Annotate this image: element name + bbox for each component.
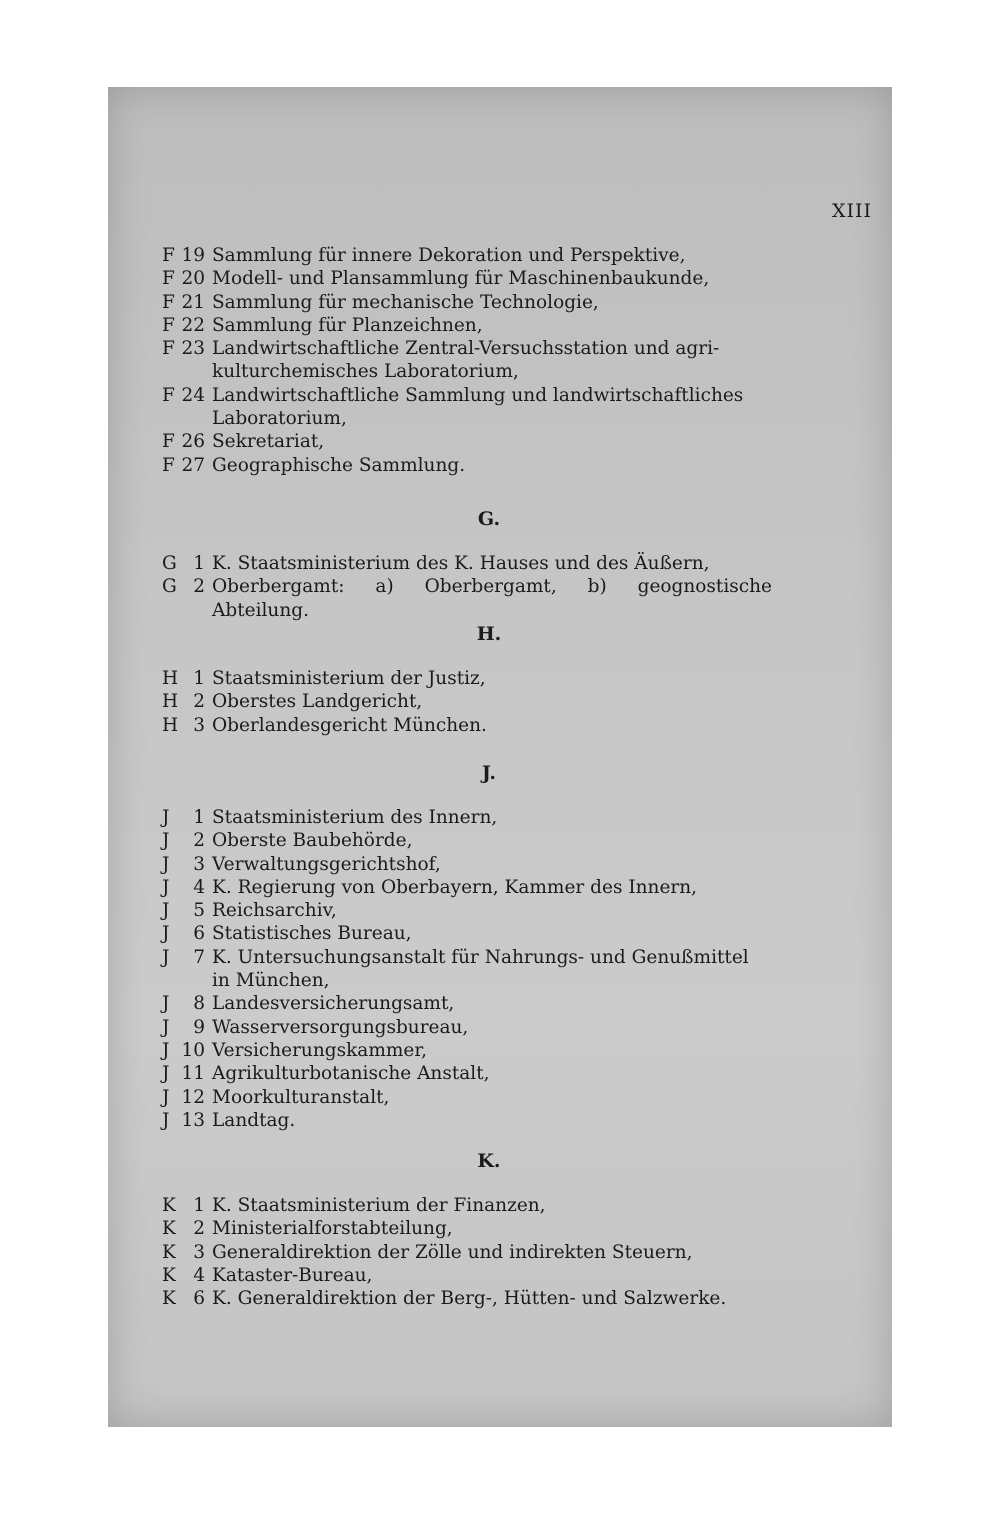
entry-text	[212, 1264, 772, 1287]
entry-text	[212, 454, 772, 477]
entry-number: 21	[181, 291, 205, 313]
index-entry	[162, 1086, 772, 1109]
index-entry	[162, 1109, 772, 1132]
entry-text-line: Landesversicherungsamt,	[212, 993, 455, 1015]
entry-text-line: Geographische Sammlung.	[212, 454, 466, 476]
entry-text	[212, 806, 772, 829]
entry-number: 9	[193, 1016, 205, 1038]
entry-text	[212, 244, 772, 267]
entry-text-continuation: kulturchemisches Laboratorium,	[212, 361, 519, 383]
entry-text	[212, 829, 772, 852]
entry-letter: J	[162, 807, 170, 828]
index-entry	[162, 853, 772, 876]
entry-letter: K	[162, 1218, 176, 1240]
entry-letter: J	[162, 1086, 170, 1108]
entry-number: 23	[181, 338, 205, 360]
index-entry	[162, 829, 772, 852]
index-entry	[162, 1062, 772, 1085]
entry-number: 24	[181, 384, 205, 406]
entry-letter: J	[162, 1016, 170, 1038]
entry-number: 10	[181, 1039, 205, 1061]
entry-number: 4	[193, 876, 205, 898]
entry-number: 6	[193, 923, 205, 945]
entry-text-line: Landwirtschaftliche Zentral-Versuchsstation und agri-	[212, 338, 720, 360]
entry-number: 8	[193, 993, 205, 1015]
entry-text-line: K. Generaldirektion der Berg-, Hütten- und Salzwerke.	[212, 1288, 727, 1310]
entry-letter: J	[162, 1039, 170, 1061]
entry-text-line: Versicherungskammer,	[212, 1039, 428, 1061]
entry-letter: J	[162, 900, 170, 922]
entry-text-line: Moorkulturanstalt,	[212, 1086, 390, 1108]
index-entry	[162, 1039, 772, 1062]
index-entry	[162, 690, 772, 713]
entry-letter: G	[162, 553, 177, 574]
entry-text	[212, 1062, 772, 1085]
entry-text-line: Wasserversorgungsbureau,	[212, 1016, 469, 1038]
entry-text	[212, 922, 772, 945]
entry-text	[212, 690, 772, 713]
entry-text	[212, 1016, 772, 1039]
entry-text	[212, 853, 772, 876]
entry-text-line: Generaldirektion der Zölle und indirekten Steuern,	[212, 1241, 693, 1263]
entry-text-line: Staatsministerium des Innern,	[212, 807, 498, 828]
index-entry	[162, 667, 772, 690]
entry-letter: H	[162, 668, 179, 689]
page-number: XIII	[831, 200, 872, 222]
entry-letter: F	[162, 268, 175, 290]
index-entry	[162, 291, 772, 314]
entry-letter: H	[162, 714, 179, 736]
index-entry	[162, 1194, 772, 1217]
entry-number: 27	[181, 454, 205, 476]
entry-text	[212, 267, 772, 290]
entry-text-continuation: Laboratorium,	[212, 408, 347, 430]
entry-number: 1	[193, 1195, 205, 1216]
entry-letter: G	[162, 576, 177, 598]
entry-number: 12	[181, 1086, 205, 1108]
entry-text	[212, 430, 772, 453]
entry-letter: F	[162, 245, 175, 266]
entry-text-line: Oberstes Landgericht,	[212, 691, 423, 713]
entry-text	[212, 876, 772, 899]
entry-number: 2	[193, 830, 205, 852]
index-entry	[162, 430, 772, 453]
entry-number: 7	[193, 946, 205, 968]
entry-number: 4	[193, 1264, 205, 1286]
entry-letter: J	[162, 1109, 170, 1131]
entry-text-line: Sammlung für innere Dekoration und Perspektive,	[212, 245, 686, 266]
entry-text	[212, 552, 772, 575]
entry-letter: K	[162, 1264, 176, 1286]
index-entry	[162, 992, 772, 1015]
entry-text	[212, 575, 772, 622]
index-entry	[162, 1016, 772, 1039]
entry-text-line: K. Staatsministerium der Finanzen,	[212, 1195, 546, 1216]
entry-letter: J	[162, 993, 170, 1015]
entry-letter: F	[162, 338, 175, 360]
entry-text-line: K. Regierung von Oberbayern, Kammer des Innern,	[212, 876, 698, 898]
entry-text	[212, 946, 772, 993]
entry-text	[212, 899, 772, 922]
entry-letter: K	[162, 1288, 176, 1310]
entry-text-continuation: in München,	[212, 970, 330, 992]
entry-text-line: Reichsarchiv,	[212, 900, 337, 922]
index-entry	[162, 337, 772, 384]
index-entry	[162, 1264, 772, 1287]
entry-text	[212, 992, 772, 1015]
entry-letter: J	[162, 830, 170, 852]
index-entry	[162, 806, 772, 829]
entry-text	[212, 714, 772, 737]
entry-text	[212, 1194, 772, 1217]
entry-number: 13	[181, 1109, 205, 1131]
entry-text	[212, 667, 772, 690]
entry-letter: J	[162, 946, 170, 968]
entry-letter: J	[162, 923, 170, 945]
index-entry	[162, 267, 772, 290]
entry-text	[212, 1287, 772, 1310]
index-entry	[162, 575, 772, 622]
entry-number: 2	[193, 1218, 205, 1240]
entry-number: 3	[193, 714, 205, 736]
entry-text-line: Staatsministerium der Justiz,	[212, 668, 486, 689]
entry-number: 6	[193, 1288, 205, 1310]
entry-text-line: Sekretariat,	[212, 431, 325, 453]
entry-number: 5	[193, 900, 205, 922]
entry-number: 3	[193, 853, 205, 875]
entry-letter: F	[162, 384, 175, 406]
entry-letter: K	[162, 1241, 176, 1263]
section-k	[162, 1150, 772, 1310]
entry-text	[212, 314, 772, 337]
entry-text	[212, 1109, 772, 1132]
section-heading: K.	[477, 1150, 501, 1172]
entry-text-line: Oberste Baubehörde,	[212, 830, 413, 852]
section-h	[162, 623, 772, 737]
entry-text-line: Oberbergamt: a) Oberbergamt, b) geognostische Abteilung.	[212, 576, 772, 621]
entry-text	[212, 1039, 772, 1062]
entry-text-line: Verwaltungsgerichtshof,	[212, 853, 441, 875]
entry-number: 3	[193, 1241, 205, 1263]
index-entry	[162, 1287, 772, 1310]
entry-number: 1	[193, 553, 205, 574]
entry-letter: H	[162, 691, 179, 713]
section-j	[162, 762, 772, 1132]
index-entry	[162, 922, 772, 945]
entry-text	[212, 1217, 772, 1240]
entry-number: 26	[181, 431, 205, 453]
entry-number: 22	[181, 314, 205, 336]
entry-letter: J	[162, 853, 170, 875]
entry-number: 2	[193, 576, 205, 598]
entry-number: 1	[193, 807, 205, 828]
entry-text-line: Sammlung für mechanische Technologie,	[212, 291, 599, 313]
entry-text-line: Oberlandesgericht München.	[212, 714, 487, 736]
index-entry	[162, 314, 772, 337]
entry-text	[212, 1241, 772, 1264]
entry-number: 19	[181, 245, 205, 266]
index-entry	[162, 1241, 772, 1264]
entry-text	[212, 291, 772, 314]
index-entry	[162, 454, 772, 477]
entry-letter: J	[162, 876, 170, 898]
entry-text	[212, 337, 772, 384]
entry-text-line: Ministerialforstabteilung,	[212, 1218, 453, 1240]
entry-text-line: Modell- und Plansammlung für Maschinenbaukunde,	[212, 268, 710, 290]
entry-letter: F	[162, 314, 175, 336]
section-heading: H.	[476, 623, 502, 645]
entry-number: 20	[181, 268, 205, 290]
entry-text-line: Agrikulturbotanische Anstalt,	[212, 1063, 490, 1085]
index-entry	[162, 946, 772, 993]
entry-number: 1	[193, 668, 205, 689]
section-heading: G.	[477, 508, 501, 530]
entry-text-line: Statistisches Bureau,	[212, 923, 412, 945]
entry-text-line: Landtag.	[212, 1109, 296, 1131]
entry-letter: F	[162, 431, 175, 453]
entry-number: 11	[181, 1063, 205, 1085]
index-entry	[162, 1217, 772, 1240]
entry-text	[212, 384, 772, 431]
entry-text-line: Kataster-Bureau,	[212, 1264, 373, 1286]
entry-text-line: Landwirtschaftliche Sammlung und landwirtschaftliches	[212, 384, 744, 406]
index-entry	[162, 384, 772, 431]
index-entry	[162, 899, 772, 922]
entry-text-line: K. Staatsministerium des K. Hauses und des Äußern,	[212, 553, 710, 574]
entry-letter: F	[162, 454, 175, 476]
index-entry	[162, 244, 772, 267]
index-entry	[162, 552, 772, 575]
entry-text-line: Sammlung für Planzeichnen,	[212, 314, 483, 336]
entry-text-line: K. Untersuchungsanstalt für Nahrungs- und Genußmittel	[212, 946, 749, 968]
section-heading: J.	[481, 762, 497, 784]
entry-text	[212, 1086, 772, 1109]
index-entry	[162, 714, 772, 737]
entry-letter: J	[162, 1063, 170, 1085]
entry-letter: F	[162, 291, 175, 313]
entry-number: 2	[193, 691, 205, 713]
index-entry	[162, 876, 772, 899]
section-f	[162, 244, 772, 477]
section-g	[162, 508, 772, 622]
entry-letter: K	[162, 1195, 176, 1216]
